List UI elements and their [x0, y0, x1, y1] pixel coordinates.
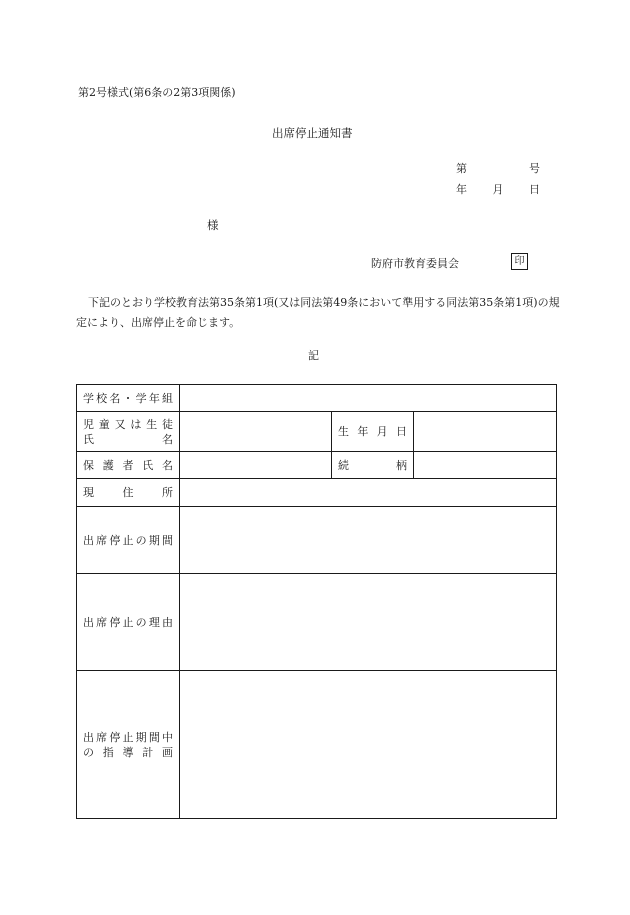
addressee-honorific: 様 [207, 218, 219, 232]
seal-mark: 印 [511, 253, 528, 270]
label-reason: 出席停止の理由 [77, 574, 180, 671]
field-birth-date[interactable] [414, 412, 557, 452]
notice-body-text: 下記のとおり学校教育法第35条第1項(又は同法第49条において準用する同法第35条第1項)の規定により、出席停止を命じます。 [76, 296, 560, 329]
number-prefix: 第 [456, 162, 467, 175]
row-school [77, 385, 557, 412]
row-guardian [77, 452, 557, 479]
field-school-class[interactable] [180, 385, 557, 412]
label-address: 現住所 [77, 479, 180, 507]
field-relationship[interactable] [414, 452, 557, 479]
issuer-name: 防府市教育委員会 [371, 257, 459, 270]
ki-heading: 記 [308, 349, 319, 362]
field-period[interactable] [180, 507, 557, 574]
date-month: 月 [492, 183, 504, 196]
field-guardian-name[interactable] [180, 452, 332, 479]
label-birth-date: 生年月日 [332, 412, 414, 452]
date-day: 日 [529, 183, 540, 196]
label-period: 出席停止の期間 [77, 507, 180, 574]
date-year: 年 [456, 183, 467, 196]
document-number-line [456, 160, 540, 176]
label-guardian-name: 保護者氏名 [77, 452, 180, 479]
details-form-table [76, 384, 557, 819]
row-address [77, 479, 557, 507]
label-school-class: 学校名・学年組 [77, 385, 180, 412]
row-reason [77, 574, 557, 671]
label-student-name: 児童又は生徒 氏名 [77, 412, 180, 452]
form-number: 第2号様式(第6条の2第3項関係) [78, 86, 236, 99]
field-student-name[interactable] [180, 412, 332, 452]
row-student [77, 412, 557, 452]
document-title: 出席停止通知書 [272, 126, 353, 140]
field-address[interactable] [180, 479, 557, 507]
field-guidance-plan[interactable] [180, 671, 557, 819]
field-reason[interactable] [180, 574, 557, 671]
label-guidance-plan: 出席停止期間中 の指導計画 [77, 671, 180, 819]
row-period [77, 507, 557, 574]
number-suffix: 号 [529, 162, 540, 175]
row-guidance [77, 671, 557, 819]
date-line [456, 181, 540, 197]
label-relationship: 続柄 [332, 452, 414, 479]
